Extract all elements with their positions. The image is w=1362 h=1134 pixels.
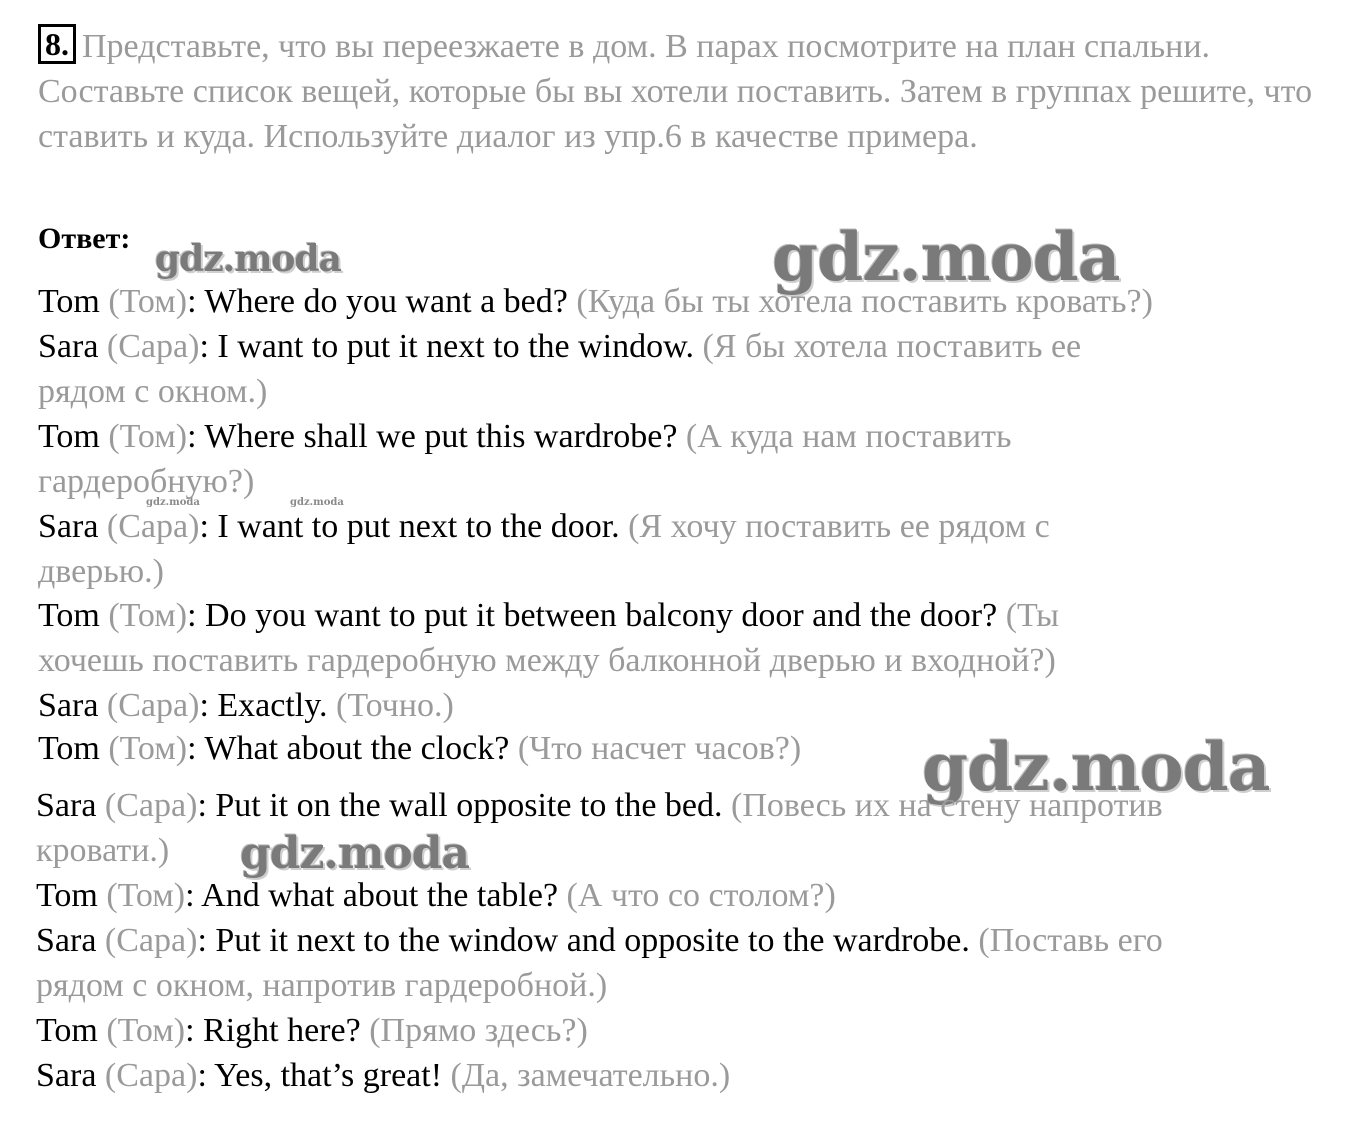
speaker-ru: (Том) [108, 283, 188, 320]
dialog-line [38, 684, 454, 728]
dialog-line [38, 550, 164, 594]
speaker-ru: (Сара) [104, 1057, 198, 1094]
speaker-ru: (Том) [108, 597, 188, 634]
line-en: : Put it next to the window and opposite to the wardrobe. [197, 922, 979, 959]
speaker: Sara [36, 787, 105, 824]
line-en: : Yes, that’s great! [197, 1057, 451, 1094]
dialog-line [38, 415, 1011, 459]
speaker: Tom [36, 877, 107, 914]
speaker: Tom [38, 418, 109, 455]
speaker-ru: (Сара) [106, 508, 200, 545]
line-ru: (Ты [1005, 597, 1059, 634]
watermark-logo: gdz.moda [155, 238, 341, 280]
dialog-line [38, 727, 801, 771]
speaker-ru: (Сара) [104, 922, 198, 959]
dialog-line [38, 325, 1081, 369]
line-en: : And what about the table? [185, 877, 567, 914]
speaker-ru: рядом с окном.) [38, 373, 268, 410]
line-en: : I want to put next to the door. [199, 508, 629, 545]
dialog-line [38, 594, 1059, 638]
dialog-line [38, 505, 1050, 549]
line-ru: (Точно.) [336, 687, 454, 724]
speaker: Tom [38, 283, 109, 320]
watermark-logo: gdz.moda [922, 728, 1270, 806]
speaker: Sara [36, 1057, 105, 1094]
line-ru: (Поставь его [978, 922, 1163, 959]
task-number: 8. [38, 24, 76, 64]
speaker-ru: (Сара) [106, 328, 200, 365]
dialog-line [36, 874, 836, 918]
line-ru: (Да, замечательно.) [450, 1057, 731, 1094]
speaker-ru: (Том) [106, 1012, 186, 1049]
dialog-line [38, 639, 1056, 683]
speaker-ru: (Том) [108, 730, 188, 767]
line-en: : Where do you want a bed? [187, 283, 577, 320]
line-ru: (Куда бы ты хотела поставить кровать?) [576, 283, 1153, 320]
line-ru: (Прямо здесь?) [369, 1012, 588, 1049]
speaker-ru: (Том) [108, 418, 188, 455]
dialog-line [36, 919, 1163, 963]
speaker-ru: (Сара) [106, 687, 200, 724]
dialog-line [36, 964, 607, 1008]
line-en: : Exactly. [199, 687, 337, 724]
speaker-ru: рядом с окном, напротив гардеробной.) [36, 967, 608, 1004]
speaker: Tom [36, 1012, 107, 1049]
task-text: Представьте, что вы переезжаете в дом. В парах посмотрите на план спальни. Составьте список вещей, которые бы вы хотели поставить. Затем в группах решите, что ставить и куда. Используйте диалог из упр.6 в качестве примера. [38, 28, 1313, 155]
line-en: : Do you want to put it between balcony door and the door? [187, 597, 1006, 634]
watermark-logo: gdz.moda [146, 497, 200, 508]
line-en: : What about the clock? [187, 730, 518, 767]
dialog-line [36, 829, 169, 873]
dialog-line [36, 1054, 730, 1098]
answer-label: Ответ: [38, 222, 131, 255]
dialog-line [36, 1009, 588, 1053]
line-ru: (Я бы хотела поставить ее [702, 328, 1082, 365]
speaker: Sara [36, 922, 105, 959]
dialog-line [38, 280, 1153, 324]
watermark-logo: gdz.moda [290, 497, 344, 508]
watermark-logo: gdz.moda [240, 828, 470, 879]
speaker: Tom [38, 730, 109, 767]
dialog-line [38, 460, 254, 504]
line-ru: (А что со столом?) [566, 877, 836, 914]
line-en: : Where shall we put this wardrobe? [187, 418, 686, 455]
line-en: : Put it on the wall opposite to the bed. [197, 787, 731, 824]
speaker-ru: хочешь поставить гардеробную между балконной дверью и входной?) [38, 642, 1056, 679]
watermark-logo: gdz.moda [772, 218, 1120, 296]
speaker-ru: гардеробную?) [38, 463, 255, 500]
task-block [38, 24, 1328, 159]
speaker: Sara [38, 328, 107, 365]
line-ru: (Повесь их на стену напротив [731, 787, 1163, 824]
speaker-ru: дверью.) [38, 553, 164, 590]
speaker-ru: (Том) [106, 877, 186, 914]
line-ru: (Что насчет часов?) [517, 730, 802, 767]
speaker: Tom [38, 597, 109, 634]
line-en: : Right here? [185, 1012, 370, 1049]
line-en: : I want to put it next to the window. [199, 328, 703, 365]
speaker-ru: кровати.) [36, 832, 170, 869]
speaker-ru: (Сара) [104, 787, 198, 824]
dialog-line [36, 784, 1163, 828]
line-ru: (Я хочу поставить ее рядом с [628, 508, 1050, 545]
line-ru: (А куда нам поставить [685, 418, 1012, 455]
dialog-line [38, 370, 267, 414]
speaker: Sara [38, 508, 107, 545]
speaker: Sara [38, 687, 107, 724]
